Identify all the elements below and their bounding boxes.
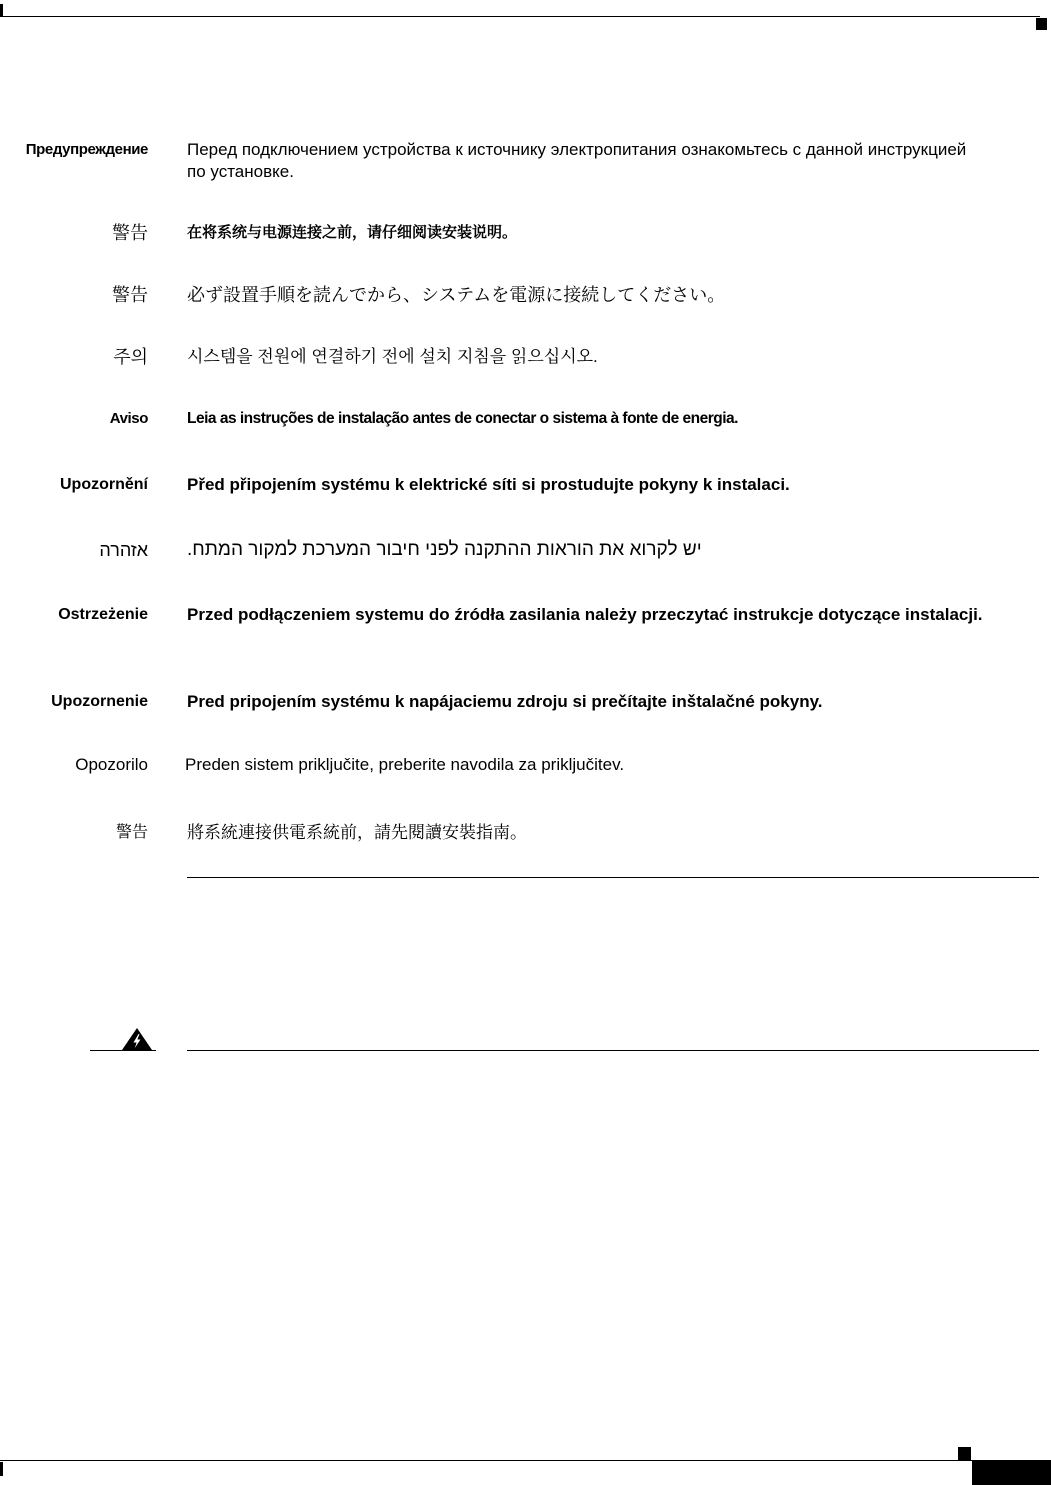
warning-label-russian: Предупреждение [25,141,148,158]
warning-label-chinese-traditional: 警告 [115,824,148,841]
warning-text-russian: Перед подключением устройства к источнику электропитания ознакомьтесь с данной инструкцией по установке. [187,140,967,181]
warning-label-japanese: 警告 [112,285,148,305]
warning-text-czech: Před připojením systému k elektrické síti si prostudujte pokyny k instalaci. [187,475,790,494]
warning-icon-underline [90,1050,156,1051]
warning-text-hebrew: יש לקרוא את הוראות ההתקנה לפני חיבור המערכת למקור המתח. [187,539,702,560]
warning-text-chinese-simplified: 在将系统与电源连接之前，请仔细阅读安装说明。 [187,224,518,241]
warning-label-hebrew: אזהרה [99,540,148,560]
warning-label-chinese-simplified: 警告 [112,223,148,243]
warning-text-portuguese: Leia as instruções de instalação antes de conectar o sistema à fonte de energia. [187,410,738,427]
footer-tick-mark [0,1462,3,1476]
warning-text-chinese-traditional: 將系統連接供電系統前，請先閱讀安裝指南。 [187,823,527,842]
warning-lightning-icon [121,1027,153,1051]
warning-text-slovenian: Preden sistem priključite, preberite navodila za priključitev. [185,755,625,774]
header-corner-mark [1036,18,1047,30]
warning-text-japanese: 必ず設置手順を読んでから、システムを電源に接続してください。 [187,285,726,305]
warning-label-slovenian: Opozorilo [75,755,148,774]
footer-page-tab [972,1460,1051,1485]
warning-label-polish: Ostrzeżenie [58,606,148,623]
warning-label-portuguese: Aviso [109,410,148,427]
warning-label-czech: Upozornění [60,476,148,493]
footer-rule [0,1460,972,1461]
warning-label-slovak: Upozornenie [51,693,148,710]
footer-mark [958,1447,971,1460]
warning-text-korean: 시스템을 전원에 연결하기 전에 설치 지침을 읽으십시오. [187,347,598,366]
section-divider [187,877,1039,878]
warning-text-slovak: Pred pripojením systému k napájaciemu zdroju si prečítajte inštalačné pokyny. [187,692,823,711]
header-rule [0,16,1040,17]
warning-text-polish: Przed podłączeniem systemu do źródła zasilania należy przeczytać instrukcje dotyczące instalacji. [187,605,983,624]
header-tick-mark [0,4,3,16]
warning-divider [187,1050,1039,1051]
warning-label-korean: 주의 [113,347,148,367]
